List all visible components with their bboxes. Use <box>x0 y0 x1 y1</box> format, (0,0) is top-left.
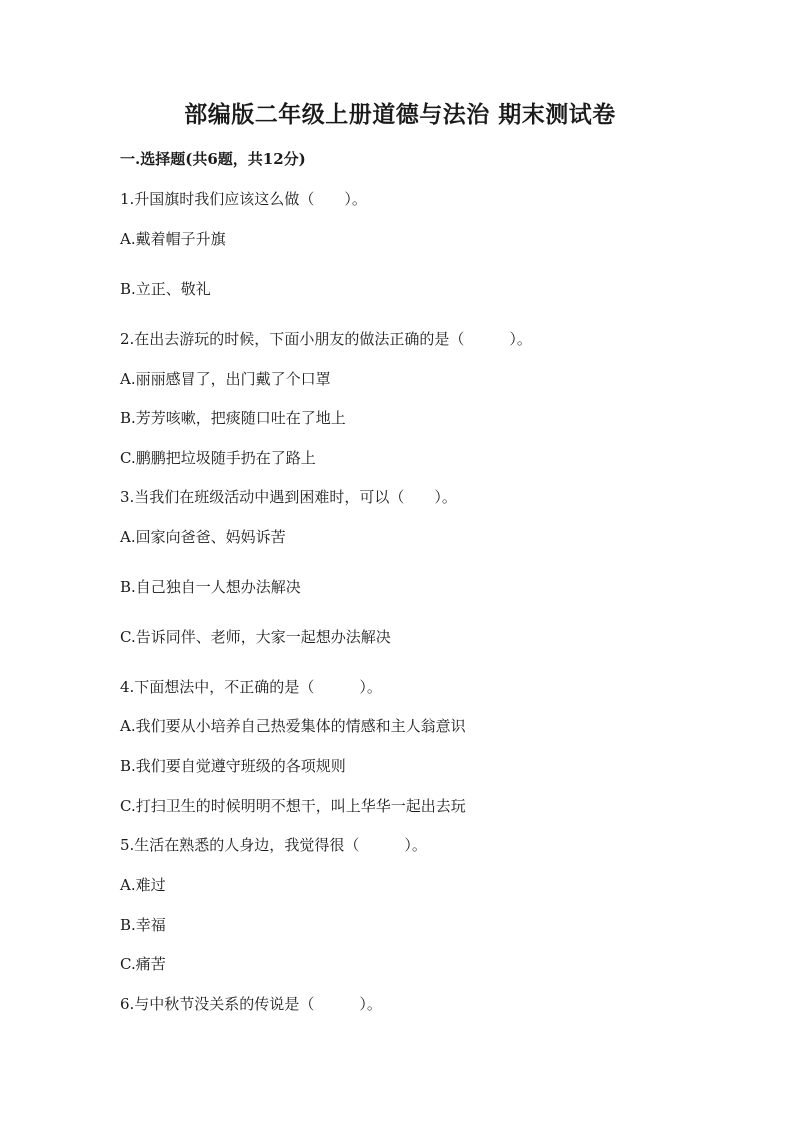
exam-title: 部编版二年级上册道德与法治 期末测试卷 <box>184 101 616 128</box>
question-4-option-a: A.我们要从小培养自己热爱集体的情感和主人翁意识 <box>120 717 466 735</box>
question-5-stem: 5.生活在熟悉的人身边，我觉得很（ ）。 <box>120 836 427 854</box>
question-2-stem: 2.在出去游玩的时候，下面小朋友的做法正确的是（ ）。 <box>120 330 532 348</box>
question-3-stem: 3.当我们在班级活动中遇到困难时，可以（ ）。 <box>120 488 457 506</box>
section-heading: 一.选择题(共6题，共12分) <box>120 150 306 168</box>
question-4-option-b: B.我们要自觉遵守班级的各项规则 <box>120 757 346 775</box>
question-6-stem: 6.与中秋节没关系的传说是（ ）。 <box>120 995 382 1013</box>
question-1-option-b: B.立正、敬礼 <box>120 280 211 298</box>
question-5-option-c: C.痛苦 <box>120 955 166 973</box>
question-4-stem: 4.下面想法中，不正确的是（ ）。 <box>120 678 382 696</box>
question-2-option-c: C.鹏鹏把垃圾随手扔在了路上 <box>120 449 316 467</box>
question-5-option-b: B.幸福 <box>120 916 166 934</box>
question-1-stem: 1.升国旗时我们应该这么做（ ）。 <box>120 190 367 208</box>
question-2-option-b: B.芳芳咳嗽，把痰随口吐在了地上 <box>120 409 346 427</box>
question-3-option-b: B.自己独自一人想办法解决 <box>120 578 301 596</box>
question-1-option-a: A.戴着帽子升旗 <box>120 230 226 248</box>
question-3-option-a: A.回家向爸爸、妈妈诉苦 <box>120 528 286 546</box>
question-4-option-c: C.打扫卫生的时候明明不想干，叫上华华一起出去玩 <box>120 797 466 815</box>
question-5-option-a: A.难过 <box>120 876 166 894</box>
question-3-option-c: C.告诉同伴、老师，大家一起想办法解决 <box>120 628 391 646</box>
question-2-option-a: A.丽丽感冒了，出门戴了个口罩 <box>120 370 331 388</box>
